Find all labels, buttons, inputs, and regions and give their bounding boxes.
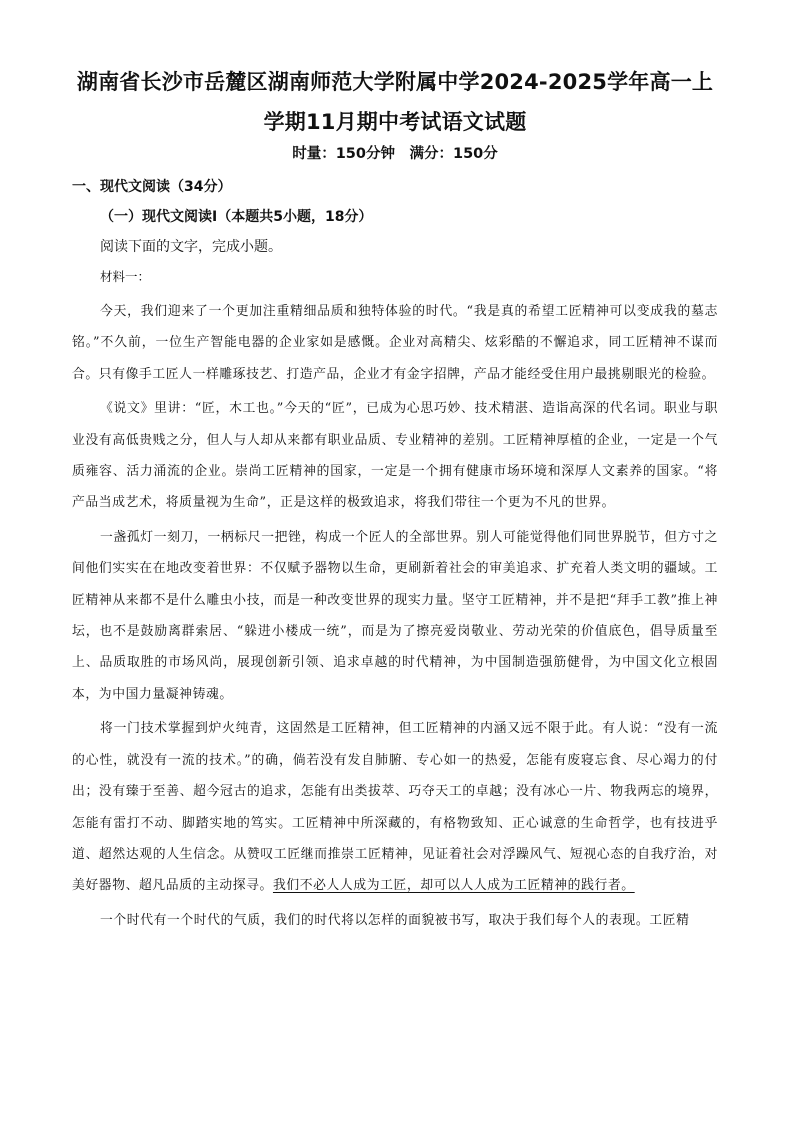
exam-info: 时量：150分钟 满分：150分 (292, 146, 498, 162)
paragraph-3: 一盏孤灯一刻刀，一柄标尺一把锉，构成一个匠人的全部世界。别人可能觉得他们同世界脱节，但方寸之间他们实实在在地改变着世界：不仅赋予器物以生命，更刷新着社会的审美追求、扩充着人类文明的疆域。工匠精神从来都不是什么雕虫小技，而是一种改变世界的现实力量。坚守工匠精神，并不是把“拜手工教”推上神坛，也不是鼓励离群索居、“躲进小楼成一统”，而是为了擦亮爱岗敬业、劳动光荣的价值底色，倡导质量至上、品质取胜的市场风尚，展现创新引领、追求卓越的时代精神，为中国制造强筋健骨，为中国文化立根固本，为中国力量凝神铸魂。 (72, 529, 718, 702)
paragraph-4 (72, 713, 718, 901)
reading-instruction: 阅读下面的文字，完成小题。 (100, 239, 282, 255)
paragraph-4-text: 将一门技术掌握到炉火纯青，这固然是工匠精神，但工匠精神的内涵又远不限于此。有人说：“没有一流的心性，就没有一流的技术。”的确，倘若没有发自肺腑、专心如一的热爱，怎能有废寝忘食、尽心竭力的付出；没有臻于至善、超今冠古的追求，怎能有出类拔萃、巧夺天工的卓越；没有冰心一片、物我两忘的境界，怎能有雷打不动、脚踏实地的笃实。工匠精神中所深藏的，有格物致知、正心诚意的生命哲学，也有技进乎道、超然达观的人生信念。从赞叹工匠继而推崇工匠精神，见证着社会对浮躁风气、短视心态的自我疗治，对美好器物、超凡品质的主动探寻。 (72, 721, 718, 894)
paragraph-2: 《说文》里讲：“匠，木工也。”今天的“匠”，已成为心思巧妙、技术精湛、造诣高深的代名词。职业与职业没有高低贵贱之分，但人与人却从来都有职业品质、专业精神的差别。工匠精神厚植的企业，一定是一个气质雍容、活力涌流的企业。崇尚工匠精神的国家，一定是一个拥有健康市场环境和深厚人文素养的国家。“将产品当成艺术，将质量视为生命”，正是这样的极致追求，将我们带往一个更为不凡的世界。 (72, 401, 718, 511)
paragraph-5: 一个时代有一个时代的气质，我们的时代将以怎样的面貌被书写，取决于我们每个人的表现。工匠精 (100, 912, 690, 928)
material-label: 材料一： (100, 269, 151, 284)
section-heading: 一、现代文阅读（34分） (72, 179, 232, 195)
sub-heading: （一）现代文阅读Ⅰ（本题共5小题，18分） (100, 209, 373, 225)
underlined-sentence: 我们不必人人成为工匠，却可以人人成为工匠精神的践行者。 (272, 878, 635, 894)
paragraph-1: 今天，我们迎来了一个更加注重精细品质和独特体验的时代。“我是真的希望工匠精神可以变成我的墓志铭。”不久前，一位生产智能电器的企业家如是感慨。企业对高精尖、炫彩酷的不懈追求，同工匠精神不谋而合。只有像手工匠人一样雕琢技艺、打造产品，企业才有金字招牌，产品才能经受住用户最挑剔眼光的检验。 (72, 304, 718, 382)
page-title: 湖南省长沙市岳麓区湖南师范大学附属中学2024-2025学年高一上学期11月期中考试语文试题 (76, 70, 714, 134)
